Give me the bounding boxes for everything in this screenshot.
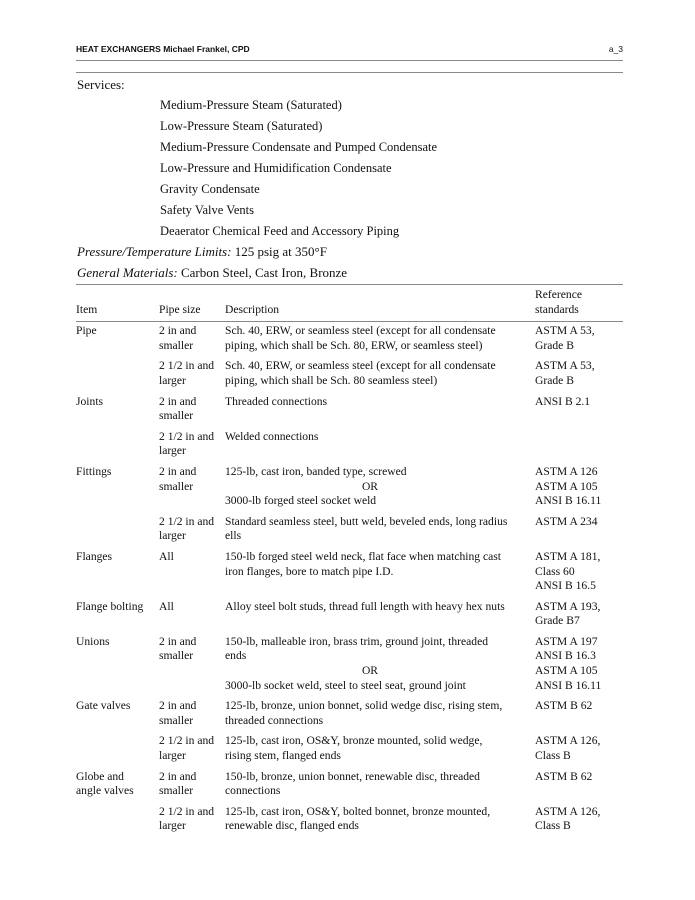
cell-reference-standard-line: ASTM A 181, (535, 549, 601, 563)
cell-pipe-size-line: smaller (159, 649, 194, 663)
header-description: Description (225, 302, 280, 316)
cell-reference-standard-line: Class B (535, 819, 571, 833)
cell-description-line: 150-lb, bronze, union bonnet, renewable disc, threaded (225, 769, 480, 783)
cell-reference-standard (535, 767, 623, 802)
cell-reference-standard (535, 427, 623, 462)
cell-description-line: rising stem, flanged ends (225, 749, 341, 763)
cell-description (225, 731, 535, 766)
services-list (160, 97, 437, 244)
services-rule (76, 72, 623, 73)
cell-reference-standard (535, 802, 623, 837)
cell-description (225, 767, 535, 802)
cell-item-line: angle valves (76, 784, 134, 798)
cell-description-line: 150-lb, malleable iron, brass trim, ground joint, threaded (225, 634, 489, 648)
service-item: Medium-Pressure Steam (Saturated) (160, 98, 342, 112)
cell-pipe-size (159, 767, 225, 802)
cell-description-line: Alloy steel bolt studs, thread full length with heavy hex nuts (225, 599, 505, 613)
cell-description-line: 125-lb, cast iron, OS&Y, bronze mounted, solid wedge, (225, 734, 483, 748)
cell-description (225, 696, 535, 731)
cell-reference-standard-line: ANSI B 16.5 (535, 579, 596, 593)
cell-pipe-size (159, 356, 225, 391)
cell-pipe-size (159, 802, 225, 837)
cell-description (225, 547, 535, 597)
cell-item (76, 356, 159, 391)
cell-reference-standard-line: ASTM A 53, (535, 359, 595, 373)
header-pipe-size: Pipe size (159, 302, 201, 316)
cell-description (225, 392, 535, 427)
cell-description-line: Sch. 40, ERW, or seamless steel (except for all condensate (225, 359, 496, 373)
cell-pipe-size-line: 2 in and (159, 699, 197, 713)
table-row (76, 632, 623, 696)
cell-item-line: Unions (76, 634, 110, 648)
cell-reference-standard-line: ASTM A 126, (535, 734, 601, 748)
service-item: Safety Valve Vents (160, 203, 254, 217)
cell-description-line: 3000-lb socket weld, steel to steel seat, ground joint (225, 678, 466, 692)
cell-reference-standard (535, 392, 623, 427)
cell-description-line: renewable disc, flanged ends (225, 819, 359, 833)
cell-description-line: 3000-lb forged steel socket weld (225, 494, 377, 508)
cell-reference-standard (535, 320, 623, 356)
service-item: Deaerator Chemical Feed and Accessory Piping (160, 224, 400, 238)
cell-pipe-size (159, 597, 225, 632)
cell-reference-standard-line: ASTM A 105 (535, 664, 598, 678)
cell-description-line: iron flanges, bore to match pipe I.D. (225, 564, 394, 578)
table-row (76, 731, 623, 766)
table-header-row (76, 286, 623, 320)
cell-description (225, 597, 535, 632)
cell-pipe-size (159, 462, 225, 512)
limits-label: Pressure/Temperature Limits: (77, 244, 232, 259)
cell-reference-standard (535, 696, 623, 731)
cell-item (76, 632, 159, 696)
header-item: Item (76, 302, 98, 316)
table-row (76, 767, 623, 802)
cell-reference-standard-line: Class B (535, 749, 571, 763)
cell-description-line: 125-lb, bronze, union bonnet, solid wedge disc, rising stem, (225, 699, 503, 713)
cell-description-line: piping, which shall be Sch. 80 seamless steel) (225, 373, 438, 387)
cell-description-line: Welded connections (225, 429, 319, 443)
cell-reference-standard-line: ASTM B 62 (535, 699, 593, 713)
table-row (76, 547, 623, 597)
cell-reference-standard-line: ANSI B 16.11 (535, 494, 602, 508)
cell-item (76, 731, 159, 766)
materials-value: Carbon Steel, Cast Iron, Bronze (177, 265, 348, 280)
cell-item-line: Flange bolting (76, 599, 144, 613)
cell-pipe-size-line: 2 in and (159, 769, 197, 783)
cell-item (76, 320, 159, 356)
cell-reference-standard-line: ASTM A 126, (535, 804, 601, 818)
cell-description-line: connections (225, 784, 281, 798)
cell-pipe-size-line: 2 1/2 in and (159, 514, 215, 528)
cell-description (225, 427, 535, 462)
header-std-line: Reference (535, 288, 582, 301)
cell-item-line: Globe and (76, 769, 124, 783)
cell-pipe-size-line: smaller (159, 479, 194, 493)
piping-spec-table (76, 286, 623, 837)
cell-description-line: 125-lb, cast iron, OS&Y, bolted bonnet, bronze mounted, (225, 804, 491, 818)
cell-reference-standard-line: Grade B (535, 373, 574, 387)
cell-item (76, 392, 159, 427)
cell-reference-standard-line: ASTM A 234 (535, 514, 598, 528)
table-row (76, 597, 623, 632)
cell-description-line: Sch. 40, ERW, or seamless steel (except for all condensate (225, 324, 496, 338)
cell-pipe-size-line: larger (159, 529, 186, 543)
cell-pipe-size-line: 2 in and (159, 634, 197, 648)
cell-pipe-size-line: larger (159, 819, 186, 833)
cell-reference-standard (535, 731, 623, 766)
cell-reference-standard-line: ASTM A 105 (535, 479, 598, 493)
materials-label: General Materials: (77, 265, 178, 280)
cell-description-line: 150-lb forged steel weld neck, flat face when matching cast (225, 549, 501, 563)
cell-pipe-size (159, 696, 225, 731)
cell-description-line: threaded connections (225, 713, 324, 727)
cell-item (76, 597, 159, 632)
services-label: Services: (77, 77, 125, 92)
cell-description (225, 462, 535, 512)
cell-description-line: ends (225, 649, 247, 663)
cell-reference-standard (535, 462, 623, 512)
cell-item (76, 767, 159, 802)
cell-item (76, 427, 159, 462)
cell-reference-standard (535, 597, 623, 632)
cell-reference-standard-line: ASTM B 62 (535, 769, 593, 783)
table-row (76, 356, 623, 391)
cell-item (76, 462, 159, 512)
cell-pipe-size (159, 392, 225, 427)
cell-pipe-size (159, 547, 225, 597)
cell-pipe-size-line: smaller (159, 409, 194, 423)
cell-pipe-size (159, 731, 225, 766)
cell-pipe-size-line: smaller (159, 713, 194, 727)
header-rule (76, 60, 623, 61)
cell-description (225, 632, 535, 696)
cell-pipe-size-line: 2 1/2 in and (159, 359, 215, 373)
service-item: Low-Pressure and Humidification Condensate (160, 161, 392, 175)
cell-reference-standard (535, 512, 623, 547)
table-row (76, 320, 623, 356)
cell-item-line: Pipe (76, 324, 97, 338)
cell-item-line: Joints (76, 394, 104, 408)
cell-reference-standard-line: ASTM A 197 (535, 634, 598, 648)
limits-value: 125 psig at 350°F (231, 244, 327, 259)
cell-pipe-size (159, 632, 225, 696)
pressure-temperature-limits (77, 244, 327, 260)
header-reference-standards (535, 286, 623, 320)
cell-pipe-size (159, 320, 225, 356)
cell-pipe-size-line: larger (159, 444, 186, 458)
cell-description-line: Threaded connections (225, 394, 328, 408)
table-row (76, 696, 623, 731)
table-top-rule (76, 284, 623, 285)
cell-reference-standard (535, 356, 623, 391)
cell-item-line: Fittings (76, 464, 112, 478)
table-row (76, 392, 623, 427)
cell-description-line: 125-lb, cast iron, banded type, screwed (225, 464, 407, 478)
service-item: Low-Pressure Steam (Saturated) (160, 119, 323, 133)
cell-reference-standard-line: ANSI B 16.3 (535, 649, 596, 663)
service-item: Gravity Condensate (160, 182, 260, 196)
cell-item (76, 547, 159, 597)
cell-pipe-size-line: 2 1/2 in and (159, 429, 215, 443)
cell-reference-standard-line: Grade B7 (535, 614, 580, 628)
cell-pipe-size-line: smaller (159, 784, 194, 798)
cell-pipe-size-line: 2 in and (159, 464, 197, 478)
table-row (76, 427, 623, 462)
cell-reference-standard-line: Class 60 (535, 564, 575, 578)
cell-item-line: Flanges (76, 549, 113, 563)
cell-description (225, 356, 535, 391)
cell-reference-standard (535, 547, 623, 597)
cell-pipe-size-line: 2 in and (159, 324, 197, 338)
cell-reference-standard (535, 632, 623, 696)
table-row (76, 512, 623, 547)
cell-item (76, 696, 159, 731)
cell-reference-standard-line: ANSI B 16.11 (535, 678, 602, 692)
running-header (76, 44, 623, 58)
cell-description (225, 802, 535, 837)
cell-pipe-size-line: All (159, 599, 174, 613)
cell-pipe-size-line: larger (159, 749, 186, 763)
cell-description-line: piping, which shall be Sch. 80, ERW, or seamless steel) (225, 338, 483, 352)
cell-pipe-size-line: 2 in and (159, 394, 197, 408)
cell-reference-standard-line: ASTM A 193, (535, 599, 601, 613)
general-materials (77, 265, 347, 281)
cell-pipe-size (159, 512, 225, 547)
cell-item-line: Gate valves (76, 699, 131, 713)
header-std-line: standards (535, 302, 579, 316)
cell-description-line: OR (361, 664, 379, 678)
cell-description-line: ells (225, 529, 242, 543)
running-title: HEAT EXCHANGERS Michael Frankel, CPD (76, 44, 250, 54)
cell-pipe-size-line: smaller (159, 338, 194, 352)
cell-pipe-size-line: larger (159, 373, 186, 387)
cell-description (225, 512, 535, 547)
cell-reference-standard-line: ASTM A 126 (535, 464, 598, 478)
cell-item (76, 802, 159, 837)
cell-description (225, 320, 535, 356)
table-row (76, 462, 623, 512)
table-body (76, 320, 623, 837)
cell-description-line: Standard seamless steel, butt weld, beveled ends, long radius (225, 514, 508, 528)
cell-reference-standard-line: Grade B (535, 338, 574, 352)
cell-reference-standard-line: ASTM A 53, (535, 324, 595, 338)
cell-reference-standard-line: ANSI B 2.1 (535, 394, 591, 408)
cell-pipe-size-line: All (159, 549, 174, 563)
service-item: Medium-Pressure Condensate and Pumped Condensate (160, 140, 438, 154)
cell-pipe-size-line: 2 1/2 in and (159, 734, 215, 748)
cell-pipe-size-line: 2 1/2 in and (159, 804, 215, 818)
cell-pipe-size (159, 427, 225, 462)
table-row (76, 802, 623, 837)
page-id: a_3 (608, 44, 623, 54)
cell-description-line: OR (361, 479, 379, 493)
cell-item (76, 512, 159, 547)
